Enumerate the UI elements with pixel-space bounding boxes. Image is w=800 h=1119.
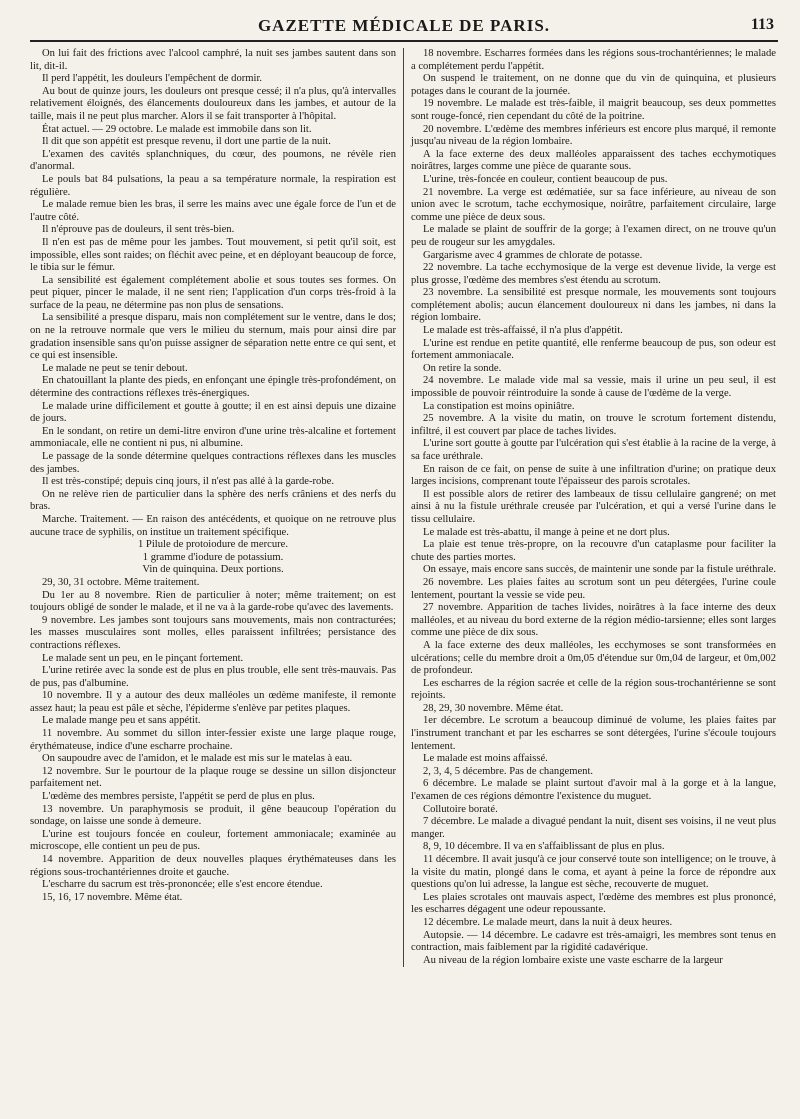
paragraph: Gargarisme avec 4 grammes de chlorate de potasse. — [423, 249, 643, 261]
paragraph: L'urine, très-foncée en couleur, contient beaucoup de pus. — [423, 173, 668, 185]
paragraph: 27 novembre. Apparition de taches livides, noirâtres à la face interne des deux malléoles, et au niveau du bord externe de la région médio-tarsienne; elles sont larges comme une pièce de dix sous. — [411, 602, 776, 639]
paragraph: Le malade est moins affaissé. — [423, 753, 548, 765]
paragraph: Le malade est très-abattu, il mange à peine et ne dort plus. — [423, 526, 670, 538]
paragraph: Marche. Traitement. — En raison des antécédents, et quoique on ne retrouve plus aucune trace de syphilis, on institue un traitement spécifique. — [30, 513, 396, 538]
paragraph: La constipation est moins opiniâtre. — [423, 400, 575, 412]
paragraph: Autopsie. — 14 décembre. Le cadavre est très-amaigri, les membres sont tenus en contraction, mais faiblement par la rigidité cadavérique. — [411, 929, 776, 954]
paragraph: 1er décembre. Le scrotum a beaucoup diminué de volume, les plaies faites par l'instrument tranchant et par les escharres se sont détergées, l'urine s'écoule toujours lentement. — [411, 715, 776, 752]
paragraph: 7 décembre. Le malade a divagué pendant la nuit, disent ses voisins, il ne veut plus manger. — [411, 816, 776, 840]
paragraph: La sensibilité a presque disparu, mais non complétement sur le ventre, dans le dos; on ne la retrouve normale que vers le milieu du sternum, mais pour ainsi dire par gradation insensible sans qu'on puisse assigner de séparation nette entre ce qui sent, et ce qui est insensible. — [30, 312, 396, 362]
paragraph: La plaie est tenue très-propre, on la recouvre d'un cataplasme pour faciliter la chute des parties mortes. — [411, 539, 776, 563]
paragraph: Il n'en est pas de même pour les jambes. Tout mouvement, si petit qu'il soit, est impossible, elles sont raides; on fléchit avec peine, et en déployant beaucoup de force, le tibia sur le fémur. — [30, 236, 396, 274]
right-column — [403, 48, 776, 967]
paragraph: 10 novembre. Il y a autour des deux malléoles un œdème manifeste, il remonte assez haut; la peau est pâle et sèche, l'épiderme s'enlève par petites plaques. — [30, 690, 396, 714]
paragraph: Le malade remue bien les bras, il serre les mains avec une égale force de l'un et de l'autre côté. — [30, 199, 396, 223]
paragraph: On essaye, mais encore sans succès, de maintenir une sonde par la fistule uréthrale. — [423, 564, 776, 576]
left-column — [30, 48, 403, 967]
paragraph: Il est très-constipé; depuis cinq jours, il n'est pas allé à la garde-robe. — [42, 476, 334, 488]
paragraph: On ne relève rien de particulier dans la sphère des nerfs crâniens et des nerfs du bras. — [30, 488, 396, 513]
page-number: 113 — [750, 16, 774, 33]
paragraph: Les plaies scrotales ont mauvais aspect, l'œdème des membres est plus prononcé, les escharres dégagent une odeur repoussante. — [411, 891, 776, 916]
paragraph: 26 novembre. Les plaies faites au scrotum sont un peu détergées, l'urine coule lentement, pourtant la vessie se vide peu. — [411, 576, 776, 601]
paragraph: On retire la sonde. — [423, 362, 502, 374]
paragraph: Il n'éprouve pas de douleurs, il sent très-bien. — [42, 224, 235, 236]
paragraph: 20 novembre. L'œdème des membres inférieurs est encore plus marqué, il remonte jusqu'au niveau de la région lombaire. — [411, 123, 776, 148]
paragraph: Le malade urine difficilement et goutte à goutte; il en est ainsi depuis une dizaine de jours. — [30, 400, 396, 425]
paragraph: Du 1er au 8 novembre. Rien de particulier à noter; même traitement; on est toujours obligé de sonder le malade, et il ne va à la garde-robe qu'avec des lavements. — [30, 589, 396, 614]
paragraph: 19 novembre. Le malade est très-faible, il maigrit beaucoup, ses deux pommettes sont rouge-foncé, rien cependant du côté de la poitrine. — [411, 98, 776, 122]
paragraph: En chatouillant la plante des pieds, en enfonçant une épingle très-profondément, on détermine des contractions réflexes très-énergiques. — [30, 375, 396, 400]
paragraph: 22 novembre. La tache ecchymosique de la verge est devenue livide, la verge est plus grosse, l'œdème des membres s'est étendu au scrotum. — [411, 262, 776, 286]
paragraph: A la face externe des deux malléoles apparaissent des taches ecchymotiques noirâtres, larges comme une pièce de quarante sous. — [411, 148, 776, 173]
paragraph: Le passage de la sonde détermine quelques contractions réflexes dans les muscles des jambes. — [30, 451, 396, 475]
paragraph: Le malade mange peu et sans appétit. — [42, 715, 201, 727]
paragraph: En le sondant, on retire un demi-litre environ d'une urine très-alcaline et fortement ammoniacale, elle ne contient ni pus, ni albumine. — [30, 425, 396, 450]
paragraph: Le malade se plaint de souffrir de la gorge; à l'examen direct, on ne trouve qu'un peu de rougeur sur les amygdales. — [411, 224, 776, 248]
paragraph: 9 novembre. Les jambes sont toujours sans mouvements, mais non contracturées; les masses musculaires sont molles, elles paraissent infiltrées; persistance des contractions réflexes. — [30, 614, 396, 651]
paragraph: On suspend le traitement, on ne donne que du vin de quinquina, et plusieurs potages dans le courant de la journée. — [411, 73, 776, 97]
paragraph: L'examen des cavités splanchniques, du cœur, des poumons, ne révèle rien d'anormal. — [30, 148, 396, 173]
paragraph: 12 décembre. Le malade meurt, dans la nuit à deux heures. — [423, 916, 673, 928]
paragraph: 8, 9, 10 décembre. Il va en s'affaiblissant de plus en plus. — [423, 841, 665, 853]
paragraph: Au bout de quinze jours, les douleurs ont presque cessé; il n'a plus, qu'à intervalles relativement éloignés, des élancements douloureux dans les jambes, et autour de la taille, mais il ne peut plus marcher. Alors il se fait transporter à l'hôpital. — [30, 85, 396, 122]
paragraph: L'urine est toujours foncée en couleur, fortement ammoniacale; examinée au microscope, elle contient un peu de pus. — [30, 828, 396, 853]
paragraph: 2, 3, 4, 5 décembre. Pas de changement. — [423, 765, 594, 777]
paragraph: 1 Pilule de protoiodure de mercure. — [137, 539, 289, 551]
paragraph: 11 novembre. Au sommet du sillon inter-fessier existe une large plaque rouge, érythémateuse, indice d'une escharre prochaine. — [30, 728, 396, 752]
paragraph: L'œdème des membres persiste, l'appétit se perd de plus en plus. — [42, 791, 315, 803]
paragraph: Le malade sent un peu, en le pinçant fortement. — [42, 652, 244, 664]
paragraph: 23 novembre. La sensibilité est presque normale, les mouvements sont toujours complétement abolis; aucun élancement douloureux ni dans les jambes, ni dans la région lombaire. — [411, 287, 776, 324]
paragraph: Il perd l'appétit, les douleurs l'empêchent de dormir. — [42, 73, 263, 85]
paragraph: L'urine sort goutte à goutte par l'ulcération qui s'est établie à la racine de la verge, à sa face uréthrale. — [411, 438, 776, 462]
paragraph: On saupoudre avec de l'amidon, et le malade est mis sur le matelas à eau. — [42, 753, 353, 765]
paragraph: Collutoire boraté. — [423, 803, 498, 815]
paragraph: 14 novembre. Apparition de deux nouvelles plaques érythémateuses dans les régions sous-trochantériennes droite et gauche. — [30, 854, 396, 878]
paragraph: 21 novembre. La verge est œdématiée, sur sa face inférieure, au niveau de son union avec le scrotum, tache ecchymosique, noirâtre, parfaitement circulaire, large comme une pièce de deux sous. — [411, 186, 776, 223]
paragraph: 1 gramme d'iodure de potassium. — [142, 551, 284, 563]
paragraph: Il dit que son appétit est presque revenu, il dort une partie de la nuit. — [42, 136, 331, 148]
paragraph: 15, 16, 17 novembre. Même état. — [42, 891, 183, 903]
paragraph: A la face externe des deux malléoles, les ecchymoses se sont transformées en ulcérations; celle du membre droit a 0m,05 d'étendue sur 0m,04 de largeur, et 0m,002 de profondeur. — [411, 639, 776, 677]
paragraph: L'urine retirée avec la sonde est de plus en plus trouble, elle sent très-mauvais. Pas de pus, pas d'albumine. — [30, 665, 396, 689]
paragraph: 12 novembre. Sur le pourtour de la plaque rouge se dessine un sillon disjoncteur parfaitement net. — [30, 765, 396, 790]
paragraph: 6 décembre. Le malade se plaint surtout d'avoir mal à la gorge et à la langue, l'examen de ces régions démontre l'existence du muguet. — [411, 778, 776, 803]
text-columns — [30, 48, 778, 967]
paragraph: 24 novembre. Le malade vide mal sa vessie, mais il urine un peu seul, il est impossible de pouvoir réintroduire la sonde à cause de l'œdème de la verge. — [411, 375, 776, 400]
paragraph: 29, 30, 31 octobre. Même traitement. — [42, 576, 200, 588]
paragraph: État actuel. — 29 octobre. Le malade est immobile dans son lit. — [42, 123, 312, 135]
journal-title: GAZETTE MÉDICALE DE PARIS. — [257, 16, 551, 35]
paragraph: 18 novembre. Escharres formées dans les régions sous-trochantériennes; le malade a complétement perdu l'appétit. — [411, 48, 776, 72]
paragraph: 25 novembre. A la visite du matin, on trouve le scrotum fortement distendu, infiltré, il est couvert par place de taches livides. — [411, 413, 776, 437]
paragraph: Les escharres de la région sacrée et celle de la région sous-trochantérienne se sont rejoints. — [411, 677, 776, 702]
paragraph: Vin de quinquina. Deux portions. — [142, 564, 284, 576]
paragraph: Il est possible alors de retirer des lambeaux de tissu cellulaire gangrené; on met ainsi à nu la fistule uréthrale creusée par l'ulcération, et qui a versé l'urine dans le tissu cellulaire. — [411, 488, 776, 525]
paragraph: L'escharre du sacrum est très-prononcée; elle s'est encore étendue. — [42, 879, 323, 891]
paragraph: En raison de ce fait, on pense de suite à une infiltration d'urine; on pratique deux larges incisions, comprenant toute l'épaisseur des parois scrotales. — [411, 463, 776, 488]
paragraph: L'urine est rendue en petite quantité, elle renferme beaucoup de pus, son odeur est fortement ammoniacale. — [411, 337, 776, 362]
paragraph: Le malade ne peut se tenir debout. — [42, 362, 188, 374]
paragraph: 11 décembre. Il avait jusqu'à ce jour conservé toute son intelligence; on le trouve, à la visite du matin, plongé dans le coma, et ayant à peine la force de répondre aux questions qu'on lui adresse, la langue est sèche, recouverte de muguet. — [411, 854, 776, 891]
page-header — [30, 10, 778, 42]
paragraph: Au niveau de la région lombaire existe une vaste escharre de la largeur — [423, 954, 723, 966]
paragraph: On lui fait des frictions avec l'alcool camphré, la nuit ses jambes sautent dans son lit, dit-il. — [30, 48, 396, 72]
paragraph: La sensibilité est également complétement abolie et sous toutes ses formes. On peut piquer, pincer le malade, il ne sent rien; l'application d'un corps très-froid à la surface de la peau, ne détermine pas non plus de sensations. — [30, 274, 396, 311]
paragraph: Le pouls bat 84 pulsations, la peau a sa température normale, la respiration est régulière. — [30, 173, 396, 198]
paragraph: 28, 29, 30 novembre. Même état. — [423, 702, 564, 714]
paragraph: Le malade est très-affaissé, il n'a plus d'appétit. — [423, 325, 623, 337]
paragraph: 13 novembre. Un paraphymosis se produit, il gêne beaucoup l'opération du sondage, on laisse une sonde à demeure. — [30, 803, 396, 828]
